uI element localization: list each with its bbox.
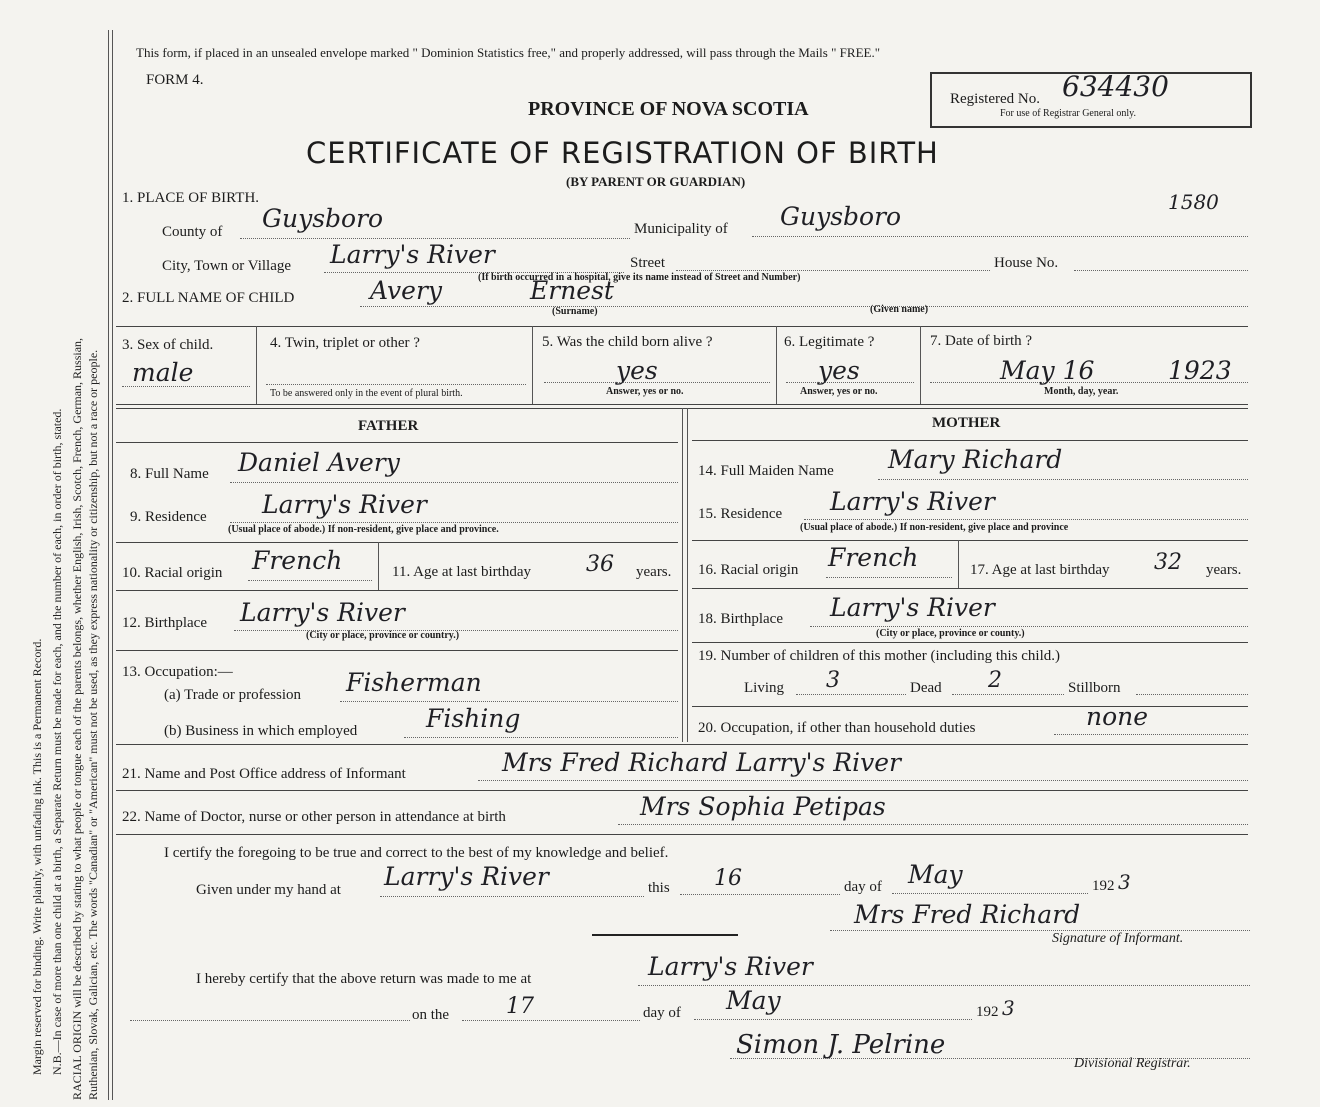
mother-name-label: 14. Full Maiden Name [698, 463, 834, 479]
mother-residence-note: (Usual place of abode.) If non-resident, give place and province [800, 522, 1069, 533]
twin-label: 4. Twin, triplet or other ? [270, 335, 420, 351]
mother-heading: MOTHER [932, 415, 1001, 431]
mother-birthplace-label: 18. Birthplace [698, 611, 783, 627]
informant-label: 21. Name and Post Office address of Informant [122, 766, 406, 782]
registrar-day-of-label: day of [643, 1005, 681, 1021]
registered-number: 634430 [1062, 70, 1169, 103]
municipality-label: Municipality of [634, 221, 728, 237]
alive-value: yes [616, 356, 658, 385]
certify-statement: I certify the foregoing to be true and correct to the best of my knowledge and belief. [164, 845, 669, 861]
registrar-month: May [726, 986, 781, 1015]
surname-note: (Surname) [552, 306, 598, 317]
father-name-value: Daniel Avery [238, 448, 400, 477]
father-birthplace-label: 12. Birthplace [122, 615, 207, 631]
trade-value: Fisherman [346, 668, 482, 697]
mother-birthplace-note: (City or place, province or county.) [876, 628, 1025, 639]
city-value: Larry's River [330, 240, 495, 269]
doctor-value: Mrs Sophia Petipas [640, 792, 886, 821]
informant-signature: Mrs Fred Richard [854, 900, 1081, 929]
informant-value: Mrs Fred Richard Larry's River [502, 748, 901, 777]
living-label: Living [744, 680, 784, 696]
margin-note-4: Ruthenian, Slovak, Galician, etc. The words "Canadian" or "American" must not be used, as they express nationality or citizenship, but not a race or people. [86, 349, 100, 1100]
trade-label: (a) Trade or profession [164, 687, 302, 703]
day-of-label: day of [844, 879, 882, 895]
given-label: Given under my hand at [196, 882, 341, 898]
mail-notice: This form, if placed in an unsealed envelope marked " Dominion Statistics free," and properly addressed, will pass through the Mails " FREE." [136, 45, 881, 60]
father-residence-label: 9. Residence [130, 509, 207, 525]
mother-birthplace-value: Larry's River [830, 593, 995, 622]
mother-age-suffix: years. [1206, 562, 1242, 578]
county-label: County of [162, 224, 223, 240]
this-label: this [648, 880, 670, 896]
mother-race-value: French [828, 543, 919, 572]
legitimate-note: Answer, yes or no. [800, 386, 878, 397]
given-year-prefix: 192 [1092, 878, 1115, 894]
dob-label: 7. Date of birth ? [930, 333, 1033, 349]
father-name-label: 8. Full Name [130, 466, 209, 482]
certificate-subtitle: (BY PARENT OR GUARDIAN) [566, 174, 746, 189]
legitimate-label: 6. Legitimate ? [784, 334, 875, 350]
father-age-value: 36 [586, 552, 614, 577]
children-count-label: 19. Number of children of this mother (including this child.) [698, 648, 1061, 664]
business-value: Fishing [426, 704, 521, 733]
given-year-suffix: 3 [1118, 870, 1131, 894]
mother-race-label: 16. Racial origin [698, 562, 799, 578]
margin-note-1: Margin reserved for binding. Write plainly, with unfading ink. This is a Permanent Record. [30, 638, 44, 1075]
binding-line [108, 30, 109, 1100]
father-birthplace-note: (City or place, province or country.) [306, 630, 460, 641]
father-age-label: 11. Age at last birthday [392, 564, 531, 580]
registered-label: Registered No. [950, 91, 1040, 107]
registrar-place: Larry's River [648, 952, 813, 981]
occupation-label: 13. Occupation:— [122, 664, 233, 680]
dob-year: 1923 [1168, 356, 1232, 385]
father-age-suffix: years. [636, 564, 672, 580]
registrar-note: For use of Registrar General only. [1000, 108, 1136, 119]
informant-signature-label: Signature of Informant. [1052, 931, 1184, 946]
place-of-birth-label: 1. PLACE OF BIRTH. [122, 190, 260, 206]
alive-note: Answer, yes or no. [606, 386, 684, 397]
child-given-name: Ernest [530, 276, 614, 305]
given-place: Larry's River [384, 862, 549, 891]
margin-note-2: N.B.—In case of more than one child at a birth, a Separate Return must be made for each, and the number of each, in order of birth, stated. [50, 408, 64, 1075]
province-heading: PROVINCE OF NOVA SCOTIA [528, 98, 809, 120]
given-name-note: (Given name) [870, 304, 929, 315]
mother-name-value: Mary Richard [888, 445, 1063, 474]
mother-residence-label: 15. Residence [698, 506, 783, 522]
given-day: 16 [714, 866, 742, 891]
father-race-label: 10. Racial origin [122, 565, 223, 581]
street-label: Street [630, 255, 665, 271]
registrar-signature-label: Divisional Registrar. [1074, 1056, 1191, 1071]
legitimate-value: yes [818, 356, 860, 385]
child-surname: Avery [370, 276, 443, 305]
registrar-signature: Simon J. Pelrine [736, 1030, 946, 1060]
sex-value: male [132, 358, 194, 387]
registrar-day: 17 [506, 994, 534, 1019]
living-value: 3 [826, 668, 840, 693]
twin-note: To be answered only in the event of plural birth. [270, 388, 463, 399]
registrar-statement: I hereby certify that the above return was made to me at [196, 971, 532, 987]
alive-label: 5. Was the child born alive ? [542, 334, 713, 350]
sex-label: 3. Sex of child. [122, 337, 214, 353]
dead-value: 2 [988, 668, 1002, 693]
dob-month-day: May 16 [1000, 356, 1095, 385]
dob-note: Month, day, year. [1044, 386, 1119, 397]
municipality-value: Guysboro [780, 202, 902, 231]
stillborn-label: Stillborn [1068, 680, 1121, 696]
registrar-year-prefix: 192 [976, 1004, 999, 1020]
business-label: (b) Business in which employed [164, 723, 358, 739]
registrar-year-suffix: 3 [1002, 996, 1015, 1020]
city-label: City, Town or Village [162, 258, 292, 274]
house-label: House No. [994, 255, 1059, 271]
mother-occupation-label: 20. Occupation, if other than household duties [698, 720, 976, 736]
form-number: FORM 4. [146, 72, 204, 88]
father-residence-value: Larry's River [262, 490, 427, 519]
county-value: Guysboro [262, 204, 384, 233]
binding-line-2 [112, 30, 113, 1100]
child-name-label: 2. FULL NAME OF CHILD [122, 290, 295, 306]
doctor-label: 22. Name of Doctor, nurse or other person in attendance at birth [122, 809, 506, 825]
mother-residence-value: Larry's River [830, 487, 995, 516]
given-month: May [908, 860, 963, 889]
father-birthplace-value: Larry's River [240, 598, 405, 627]
margin-code: 1580 [1168, 190, 1219, 214]
father-residence-note: (Usual place of abode.) If non-resident, give place and province. [228, 524, 499, 535]
certificate-title: CERTIFICATE OF REGISTRATION OF BIRTH [306, 136, 939, 170]
mother-age-label: 17. Age at last birthday [970, 562, 1110, 578]
father-race-value: French [252, 546, 343, 575]
father-heading: FATHER [358, 418, 419, 434]
margin-note-3: RACIAL ORIGIN will be described by stating to what people or tongue each of the parents belongs, whether English, Irish, Scotch, French, German, Russian, [70, 337, 84, 1100]
mother-occupation-value: none [1086, 702, 1149, 731]
on-the-label: on the [412, 1007, 450, 1023]
dead-label: Dead [910, 680, 942, 696]
hospital-note: (If birth occurred in a hospital, give its name instead of Street and Number) [478, 272, 801, 283]
mother-age-value: 32 [1154, 550, 1182, 575]
